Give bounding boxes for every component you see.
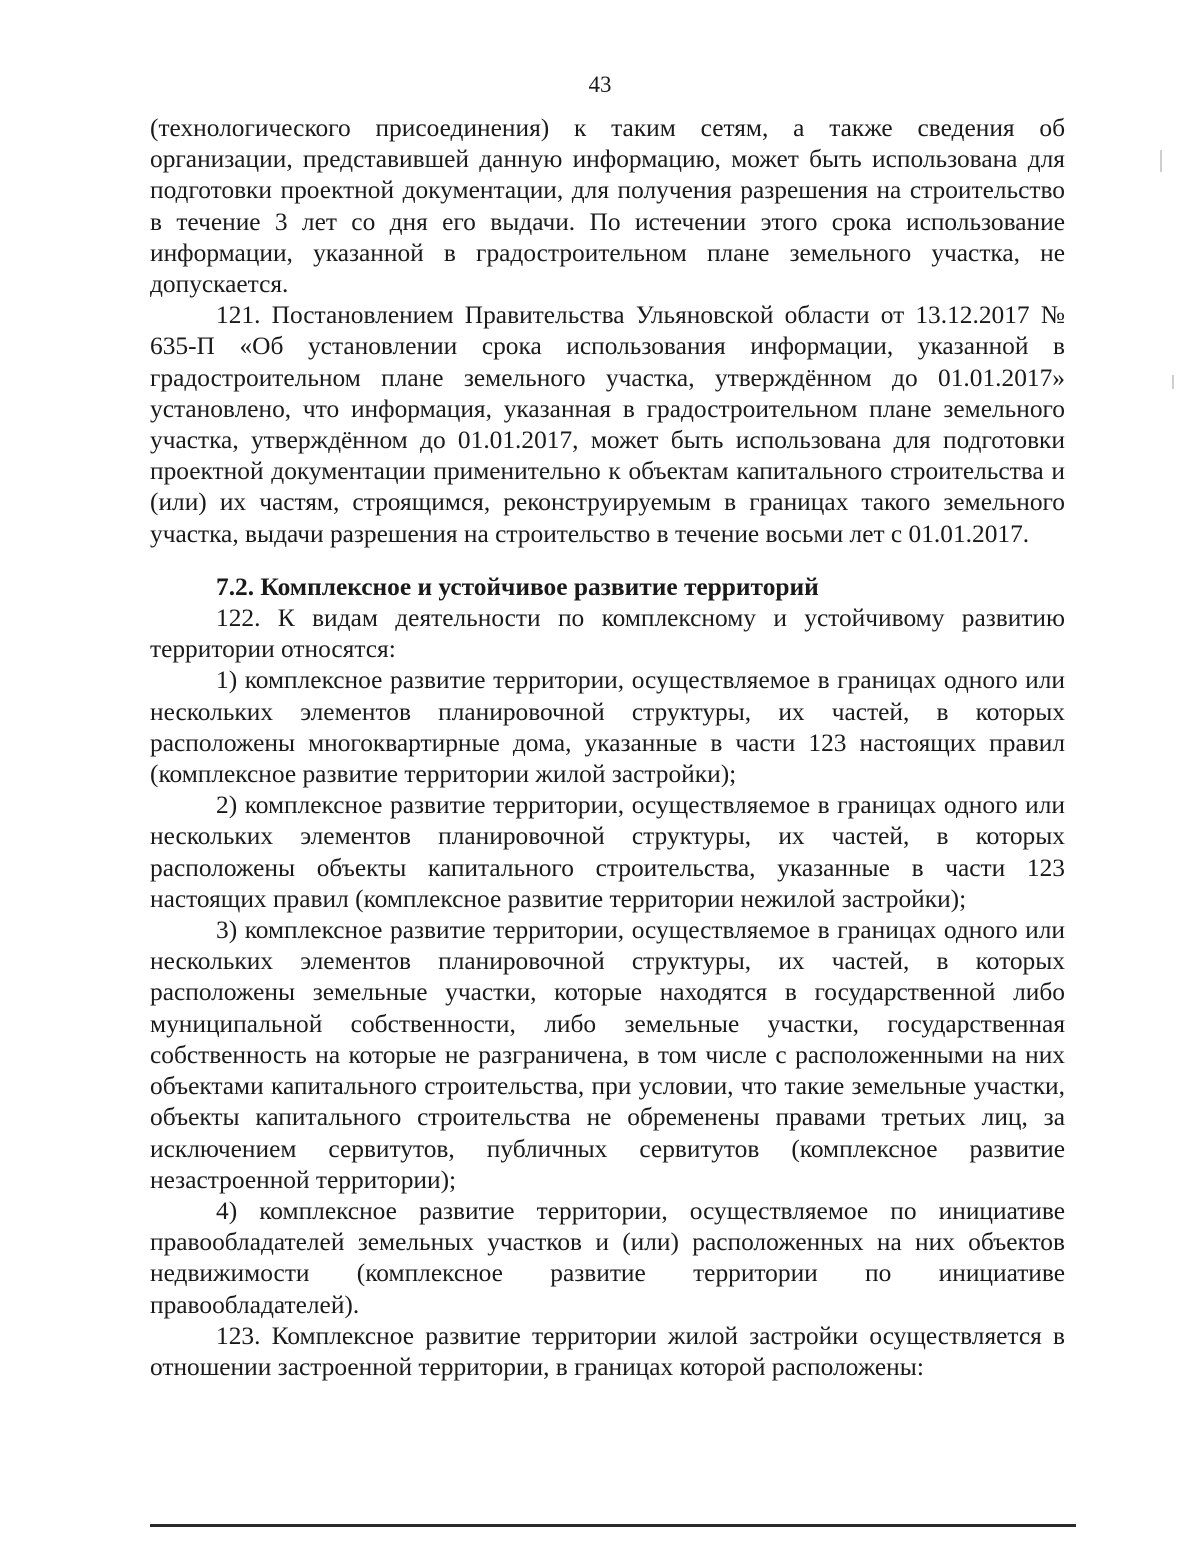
list-item-1: 1) комплексное развитие территории, осуществляемое в границах одного или нескольких элементов планировочной структуры, их частей, в которых расположены многоквартирные дома, указанные в части 123 настоящих правил (комплексное развитие территории жилой застройки); [150,666,1065,789]
page-number: 43 [588,72,612,97]
paragraph-121: 121. Постановлением Правительства Ульяновской области от 13.12.2017 № 635-П «Об установлении срока использования информации, указанной в градостроительном плане земельного участка, утверждённом до 01.01.2017» установлено, что информация, указанная в градостроительном плане земельного участка, утверждённом до 01.01.2017, может быть использована для подготовки проектной документации применительно к объектам капитального строительства и (или) их частям, строящимся, реконструируемым в границах такого земельного участка, выдачи разрешения на строительство в течение восьми лет с 01.01.2017. [150,301,1065,548]
list-item-4: 4) комплексное развитие территории, осуществляемое по инициативе правообладателей земельных участков и (или) расположенных на них объектов недвижимости (комплексное развитие территории по инициативе правообладателей). [150,1196,1065,1319]
scan-artifact [1160,150,1162,172]
list-item-3: 3) комплексное развитие территории, осуществляемое в границах одного или нескольких элементов планировочной структуры, их частей, в которых расположены земельные участки, которые находятся в государственной либо муниципальной собственности, либо земельные участки, государственная собственность на которые не разграничена, в том числе с расположенными на них объектами капитального строительства, при условии, что такие земельные участки, объекты капитального строительства не обременены правами третьих лиц, за исключением сервитутов, публичных сервитутов (комплексное развитие незастроенной территории); [150,916,1065,1194]
paragraph-continuation: (технологического присоединения) к таким сетям, а также сведения об организации, представившей данную информацию, может быть использована для подготовки проектной документации, для получения разрешения на строительство в течение 3 лет со дня его выдачи. По истечении этого срока использование информации, указанной в градостроительном плане земельного участка, не допускается. [150,114,1065,299]
section-heading: 7.2. Комплексное и устойчивое развитие территорий [216,572,819,601]
scan-artifact [1172,375,1174,389]
footer-divider [150,1524,1076,1527]
document-body [150,113,1065,1383]
paragraph-122: 122. К видам деятельности по комплексному и устойчивому развитию территории относятся: [150,604,1065,664]
paragraph-123: 123. Комплексное развитие территории жилой застройки осуществляется в отношении застроенной территории, в границах которой расположены: [150,1321,1065,1381]
list-item-2: 2) комплексное развитие территории, осуществляемое в границах одного или нескольких элементов планировочной структуры, их частей, в которых расположены объекты капитального строительства, указанные в части 123 настоящих правил (комплексное развитие территории нежилой застройки); [150,791,1065,913]
